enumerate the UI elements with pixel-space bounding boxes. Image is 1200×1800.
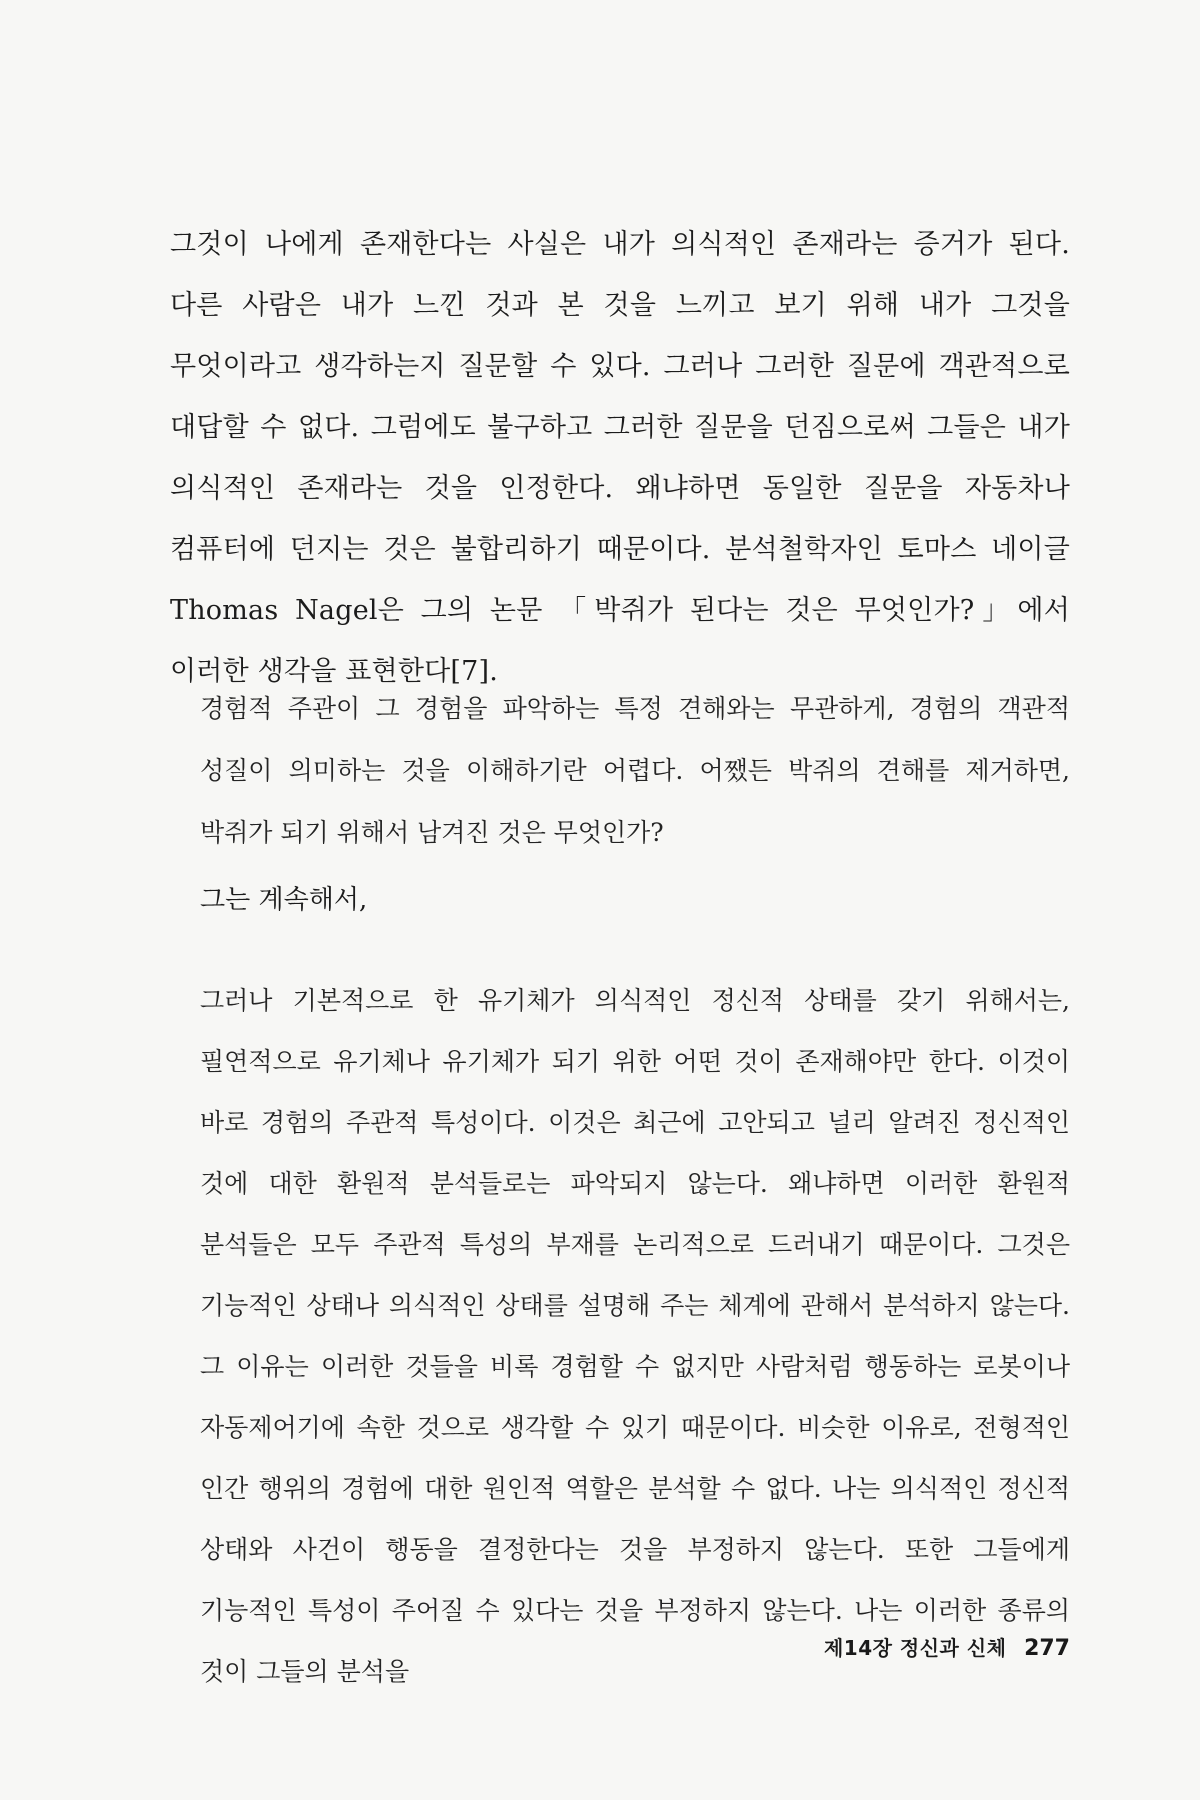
chapter-title: 제14장 정신과 신체 — [823, 1636, 1007, 1660]
body-paragraph: 그는 계속해서, — [200, 885, 368, 915]
block-quote: 그러나 기본적으로 한 유기체가 의식적인 정신적 상태를 갖기 위해서는, 필연적으로 유기체나 유기체가 되기 위한 어떤 것이 존재해야만 한다. 이것이 바로 경험의 주관적 특성이다. 이것은 최근에 고안되고 널리 알려진 정신적인 것에 대한 환원적 분석들로는 파악되지 않는다. 왜냐하면 이러한 환원적 분석들은 모두 주관적 특성의 부재를 논리적으로 드러내기 때문이다. 그것은 기능적인 상태나 의식적인 상태를 설명해 주는 체계에 관해서 분석하지 않는다. 그 이유는 이러한 것들을 비록 경험할 수 없지만 사람처럼 행동하는 로봇이나 자동제어기에 속한 것으로 생각할 수 있기 때문이다. 비슷한 이유로, 전형적인 인간 행위의 경험에 대한 원인적 역할은 분석할 수 없다. 나는 의식적인 정신적 상태와 사건이 행동을 결정한다는 것을 부정하지 않는다. 또한 그들에게 기능적인 특성이 주어질 수 있다는 것을 부정하지 않는다. 나는 이러한 종류의 것이 그들의 분석을 — [200, 986, 1070, 1686]
body-paragraph: 그것이 나에게 존재한다는 사실은 내가 의식적인 존재라는 증거가 된다. 다른 사람은 내가 느낀 것과 본 것을 느끼고 보기 위해 내가 그것을 무엇이라고 생각하는지 질문할 수 있다. 그러나 그러한 질문에 객관적으로 대답할 수 없다. 그럼에도 불구하고 그러한 질문을 던짐으로써 그들은 내가 의식적인 존재라는 것을 인정한다. 왜냐하면 동일한 질문을 자동차나 컴퓨터에 던지는 것은 불합리하기 때문이다. 분석철학자인 토마스 네이글 Thomas Nagel은 그의 논문 「박쥐가 된다는 것은 무엇인가?」에서 이러한 생각을 표현한다[7]. — [170, 229, 1070, 687]
block-quote: 경험적 주관이 그 경험을 파악하는 특정 견해와는 무관하게, 경험의 객관적 성질이 의미하는 것을 이해하기란 어렵다. 어쨌든 박쥐의 견해를 제거하면, 박쥐가 되기 위해서 남겨진 것은 무엇인가? — [200, 694, 1070, 847]
page-number: 277 — [1024, 1636, 1070, 1661]
page-footer — [824, 1632, 1070, 1661]
